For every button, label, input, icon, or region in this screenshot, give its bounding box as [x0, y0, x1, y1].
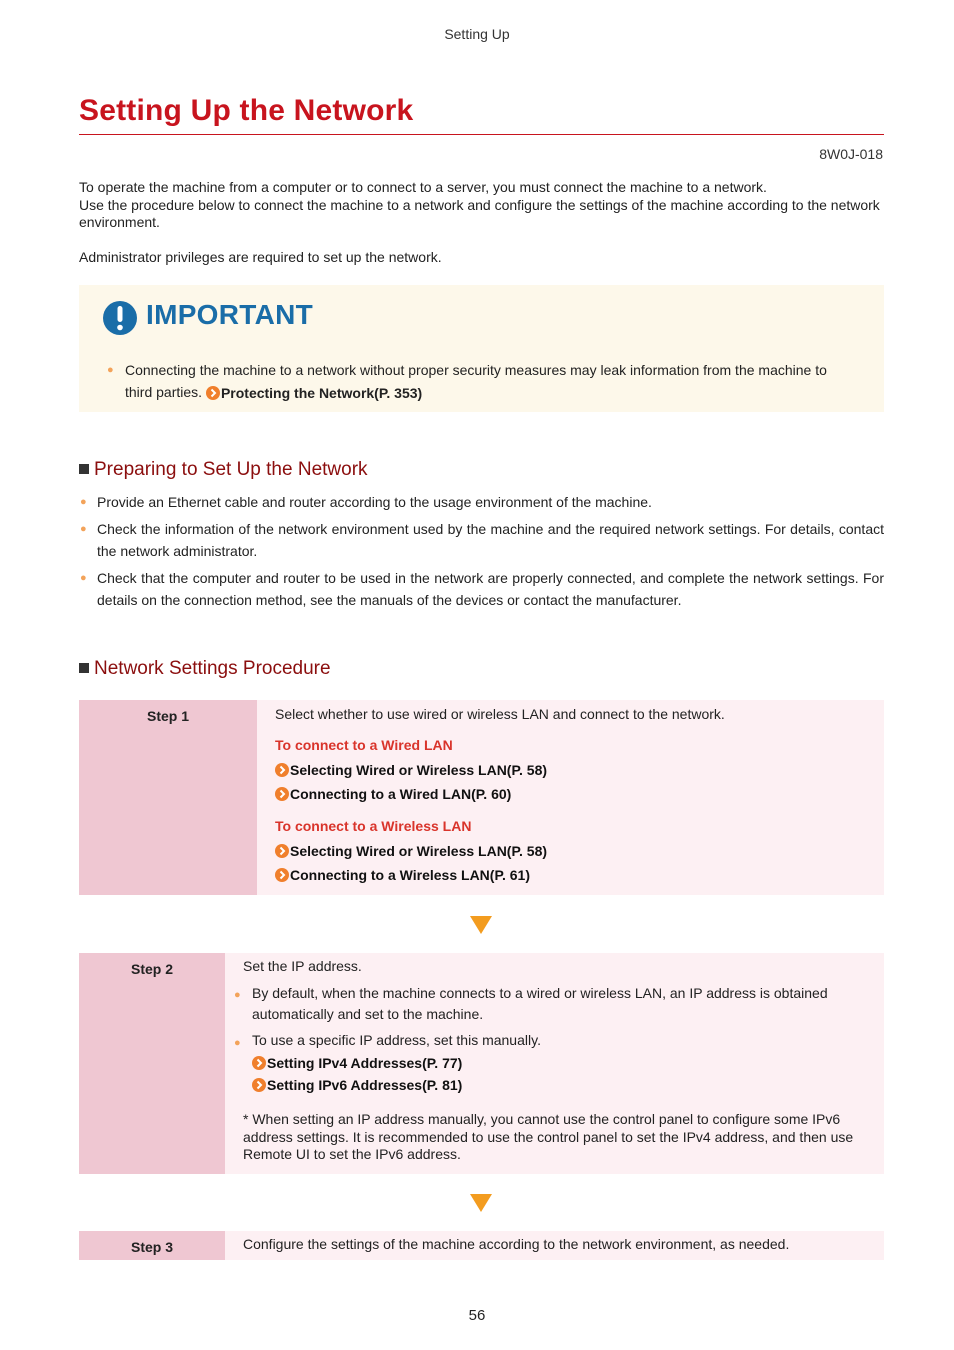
- link-arrow-icon: [275, 868, 289, 882]
- important-label: IMPORTANT: [146, 299, 314, 330]
- important-box: [79, 285, 884, 412]
- step-3-label: Step 3: [130, 1239, 173, 1255]
- link-arrow-icon: [275, 763, 289, 777]
- down-arrow-icon: [470, 916, 492, 934]
- title-divider: [79, 134, 884, 135]
- step-1-text: Select whether to use wired or wireless LAN and connect to the network.: [275, 706, 725, 722]
- bullet-icon: ●: [234, 989, 241, 1001]
- running-header: Setting Up: [444, 26, 510, 42]
- down-arrow-icon: [470, 1194, 492, 1212]
- step-2-label: Step 2: [130, 961, 173, 977]
- selecting-lan-link[interactable]: Selecting Wired or Wireless LAN(P. 58): [275, 843, 547, 859]
- bullet-icon: ●: [234, 1037, 241, 1049]
- list-item: ● Provide an Ethernet cable and router according to the usage environment of the machine.: [79, 491, 884, 513]
- link-arrow-icon: [252, 1056, 266, 1070]
- square-bullet-icon: [79, 663, 89, 673]
- exclamation-icon: [102, 300, 138, 336]
- important-text: [125, 359, 845, 404]
- selecting-lan-link[interactable]: Selecting Wired or Wireless LAN(P. 58): [275, 762, 547, 778]
- bullet-icon: ●: [80, 496, 87, 508]
- step-2-bullet-2: To use a specific IP address, set this manually.: [252, 1032, 541, 1048]
- document-id: 8W0J-018: [819, 146, 883, 162]
- protecting-network-link-text: Protecting the Network(P. 353): [220, 385, 423, 402]
- preparing-heading: [79, 459, 368, 481]
- list-item: ● Check the information of the network environment used by the machine and the required network settings. For details, contact the network administrator.: [79, 518, 884, 562]
- protecting-network-link[interactable]: [206, 382, 422, 404]
- important-message: Connecting the machine to a network without proper security measures may leak information from the machine to third parties.: [125, 362, 827, 400]
- procedure-heading-text: Network Settings Procedure: [94, 658, 331, 679]
- link-arrow-icon: [275, 844, 289, 858]
- square-bullet-icon: [79, 464, 89, 474]
- bullet-icon: ●: [80, 523, 87, 535]
- step-3-label-cell: [79, 1231, 225, 1260]
- page-number: 56: [468, 1307, 486, 1324]
- wireless-lan-link[interactable]: Connecting to a Wireless LAN(P. 61): [275, 867, 530, 883]
- step-1-label-cell: [79, 700, 257, 895]
- link-arrow-icon: [275, 787, 289, 801]
- step-1: [79, 700, 884, 895]
- preparing-list: [79, 491, 884, 616]
- admin-note: Administrator privileges are required to set up the network.: [79, 249, 442, 265]
- step-2-text: Set the IP address.: [243, 958, 362, 974]
- step-2-note: * When setting an IP address manually, you cannot use the control panel to configure some IPv6 address settings. It is recommended to use the control panel to set the IPv4 address, and then use Remote UI to set the IPv6 address.: [243, 1111, 854, 1162]
- intro-paragraph: [79, 179, 884, 232]
- step-2-label-cell: [79, 953, 225, 1174]
- procedure-heading: [79, 658, 331, 680]
- preparing-heading-text: Preparing to Set Up the Network: [94, 459, 368, 480]
- step-3-text: Configure the settings of the machine according to the network environment, as needed.: [243, 1236, 790, 1252]
- step-3: [79, 1231, 884, 1260]
- link-arrow-icon: [252, 1078, 266, 1092]
- intro-line-1: To operate the machine from a computer or to connect to a server, you must connect the machine to a network.: [79, 179, 767, 195]
- bullet-icon: ●: [80, 572, 87, 584]
- page-title: Setting Up the Network: [79, 94, 414, 127]
- list-item: ● Check that the computer and router to be used in the network are properly connected, and complete the network settings. For details on the connection method, see the manuals of the devices or contact the manufacturer.: [79, 567, 884, 611]
- step-2-bullet-1: By default, when the machine connects to a wired or wireless LAN, an IP address is obtained automatically and set to the machine.: [252, 985, 828, 1022]
- link-arrow-icon: [206, 386, 220, 400]
- ipv6-link[interactable]: Setting IPv6 Addresses(P. 81): [252, 1077, 462, 1093]
- wired-lan-link[interactable]: Connecting to a Wired LAN(P. 60): [275, 786, 511, 802]
- wireless-lan-title: To connect to a Wireless LAN: [275, 818, 472, 834]
- wired-lan-title: To connect to a Wired LAN: [275, 737, 453, 753]
- intro-line-2: Use the procedure below to connect the machine to a network and configure the settings of the machine according to the network environment.: [79, 196, 880, 230]
- bullet-icon: ●: [107, 364, 114, 376]
- step-2: [79, 953, 884, 1174]
- step-1-label: Step 1: [146, 708, 189, 724]
- ipv4-link[interactable]: Setting IPv4 Addresses(P. 77): [252, 1055, 462, 1071]
